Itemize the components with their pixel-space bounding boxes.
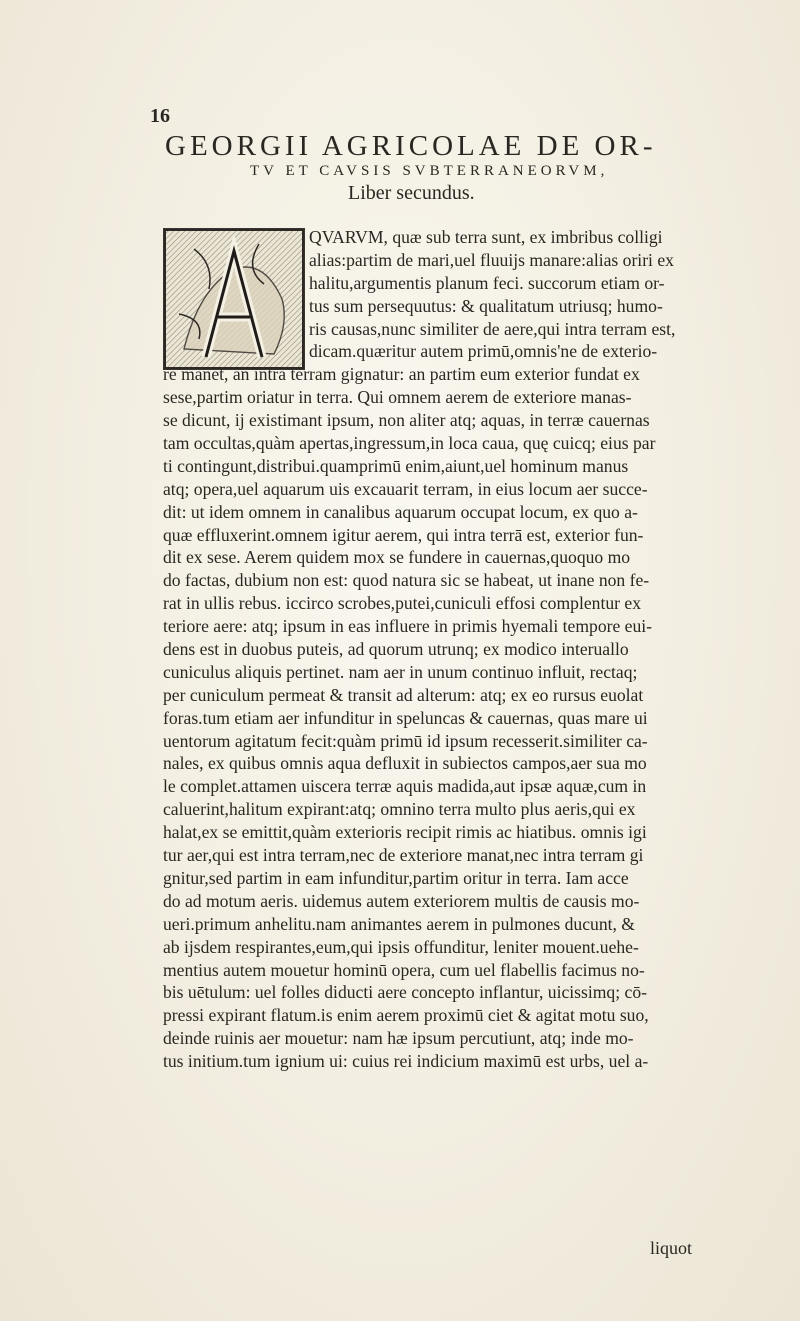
text-line: foras.tum etiam aer infunditur in speluncas & cauernas, quas mare ui	[163, 707, 648, 728]
page-number: 16	[150, 105, 170, 127]
text-line: sese,partim oriatur in terra. Qui omnem aerem de exteriore manas-	[163, 387, 632, 408]
text-line: dit ex sese. Aerem quidem mox se fundere in cauernas,quoquo mo	[163, 547, 631, 568]
text-line: dit: ut idem omnem in canalibus aquarum occupat locum, ex quo a-	[163, 501, 638, 522]
text-line: ueri.primum anhelitu.nam animantes aerem in pulmones ducunt, &	[163, 913, 635, 934]
text-line: tur aer,qui est intra terram,nec de exteriore manat,nec intra terram gi	[163, 845, 644, 866]
text-line: per cuniculum permeat & transit ad alterum: atq; ex eo rursus euolat	[163, 684, 644, 705]
text-line: halat,ex se emittit,quàm exterioris recipit rimis ac hiatibus. omnis igi	[163, 822, 647, 843]
text-line: uentorum agitatum fecit:quàm primū id ipsum recesserit.similiter ca-	[163, 730, 648, 751]
text-line: cuniculus aliquis pertinet. nam aer in unum continuo influit, rectaq;	[163, 661, 638, 682]
text-line: ris causas,nunc similiter de aere,qui intra terram est,	[309, 318, 676, 339]
text-line: quæ effluxerint.omnem igitur aerem, qui intra terrā est, exterior fun-	[163, 524, 644, 545]
text-line: tus sum persequutus: & qualitatum utriusq; humo-	[309, 295, 663, 316]
text-line: tus initium.tum ignium ui: cuius rei indicium maximū est urbs, uel a-	[163, 1051, 649, 1072]
text-line: ab ijsdem respirantes,eum,qui ipsis offunditur, leniter mouent.uehe-	[163, 936, 639, 957]
text-line: alias:partim de mari,uel fluuijs manare:alias oriri ex	[309, 249, 674, 270]
text-line: dicam.quæritur autem primū,omnis'ne de exterio-	[309, 341, 658, 362]
text-line: mentius autem mouetur hominū opera, cum uel flabellis facimus no-	[163, 959, 645, 980]
catchword: liquot	[650, 1238, 693, 1258]
text-line: le complet.attamen uiscera terræ aquis madida,aut ipsæ aquæ,cum in	[163, 776, 647, 797]
body-text	[163, 226, 683, 1073]
text-line: re manet, an intra terram gignatur: an partim eum exterior fundat ex	[163, 364, 640, 385]
text-line: tam occultas,quàm apertas,ingressum,in loca caua, quę cuicq; eius par	[163, 433, 656, 454]
text-line: teriore aere: atq; ipsum in eas influere in primis hyemali tempore eui-	[163, 616, 653, 637]
text-line: QVARVM, quæ sub terra sunt, ex imbribus colligi	[309, 227, 663, 247]
text-line: dens est in duobus puteis, ad quorum utrunq; ex modico interuallo	[163, 639, 629, 660]
text-line: halitu,argumentis planum feci. succorum etiam or-	[309, 272, 665, 293]
text-line: atq; opera,uel aquarum uis excauarit terram, in eius locum aer succe-	[163, 478, 648, 499]
text-line: deinde ruinis aer mouetur: nam hæ ipsum percutiunt, atq; inde mo-	[163, 1028, 634, 1049]
text-line: do factas, dubium non est: quod natura sic se habeat, ut inane non fe-	[163, 570, 650, 591]
text-line: ti contingunt,distribui.quamprimū enim,aiunt,uel hominum manus	[163, 455, 629, 476]
text-line: rat in ullis rebus. iccirco scrobes,putei,cuniculi effosi complentur ex	[163, 593, 641, 614]
running-head: GEORGII AGRICOLAE DE OR-	[165, 130, 657, 162]
subtitle: TV ET CAVSIS SVBTERRANEORVM,	[250, 163, 609, 179]
text-line: pressi expirant flatum.is enim aerem proximū ciet & agitat motu suo,	[163, 1005, 649, 1026]
book-title: Liber secundus.	[348, 182, 475, 204]
text-line: bis uētulum: uel folles diducti aere concepto inflantur, uicissimq; cō-	[163, 982, 647, 1003]
text-line: nales, ex quibus omnis aqua defluxit in subiectos campos,aer sua mo	[163, 753, 647, 774]
text-line: se dicunt, ij existimant ipsum, non aliter atq; aquas, in terræ cauernas	[163, 410, 650, 431]
text-line: do ad motum aeris. uidemus autem exteriorem multis de causis mo-	[163, 890, 640, 911]
text-line: caluerint,halitum expirant:atq; omnino terra multo plus aeris,qui ex	[163, 799, 636, 820]
text-line: gnitur,sed partim in eam infunditur,partim oritur in terra. Iam acce	[163, 867, 629, 888]
